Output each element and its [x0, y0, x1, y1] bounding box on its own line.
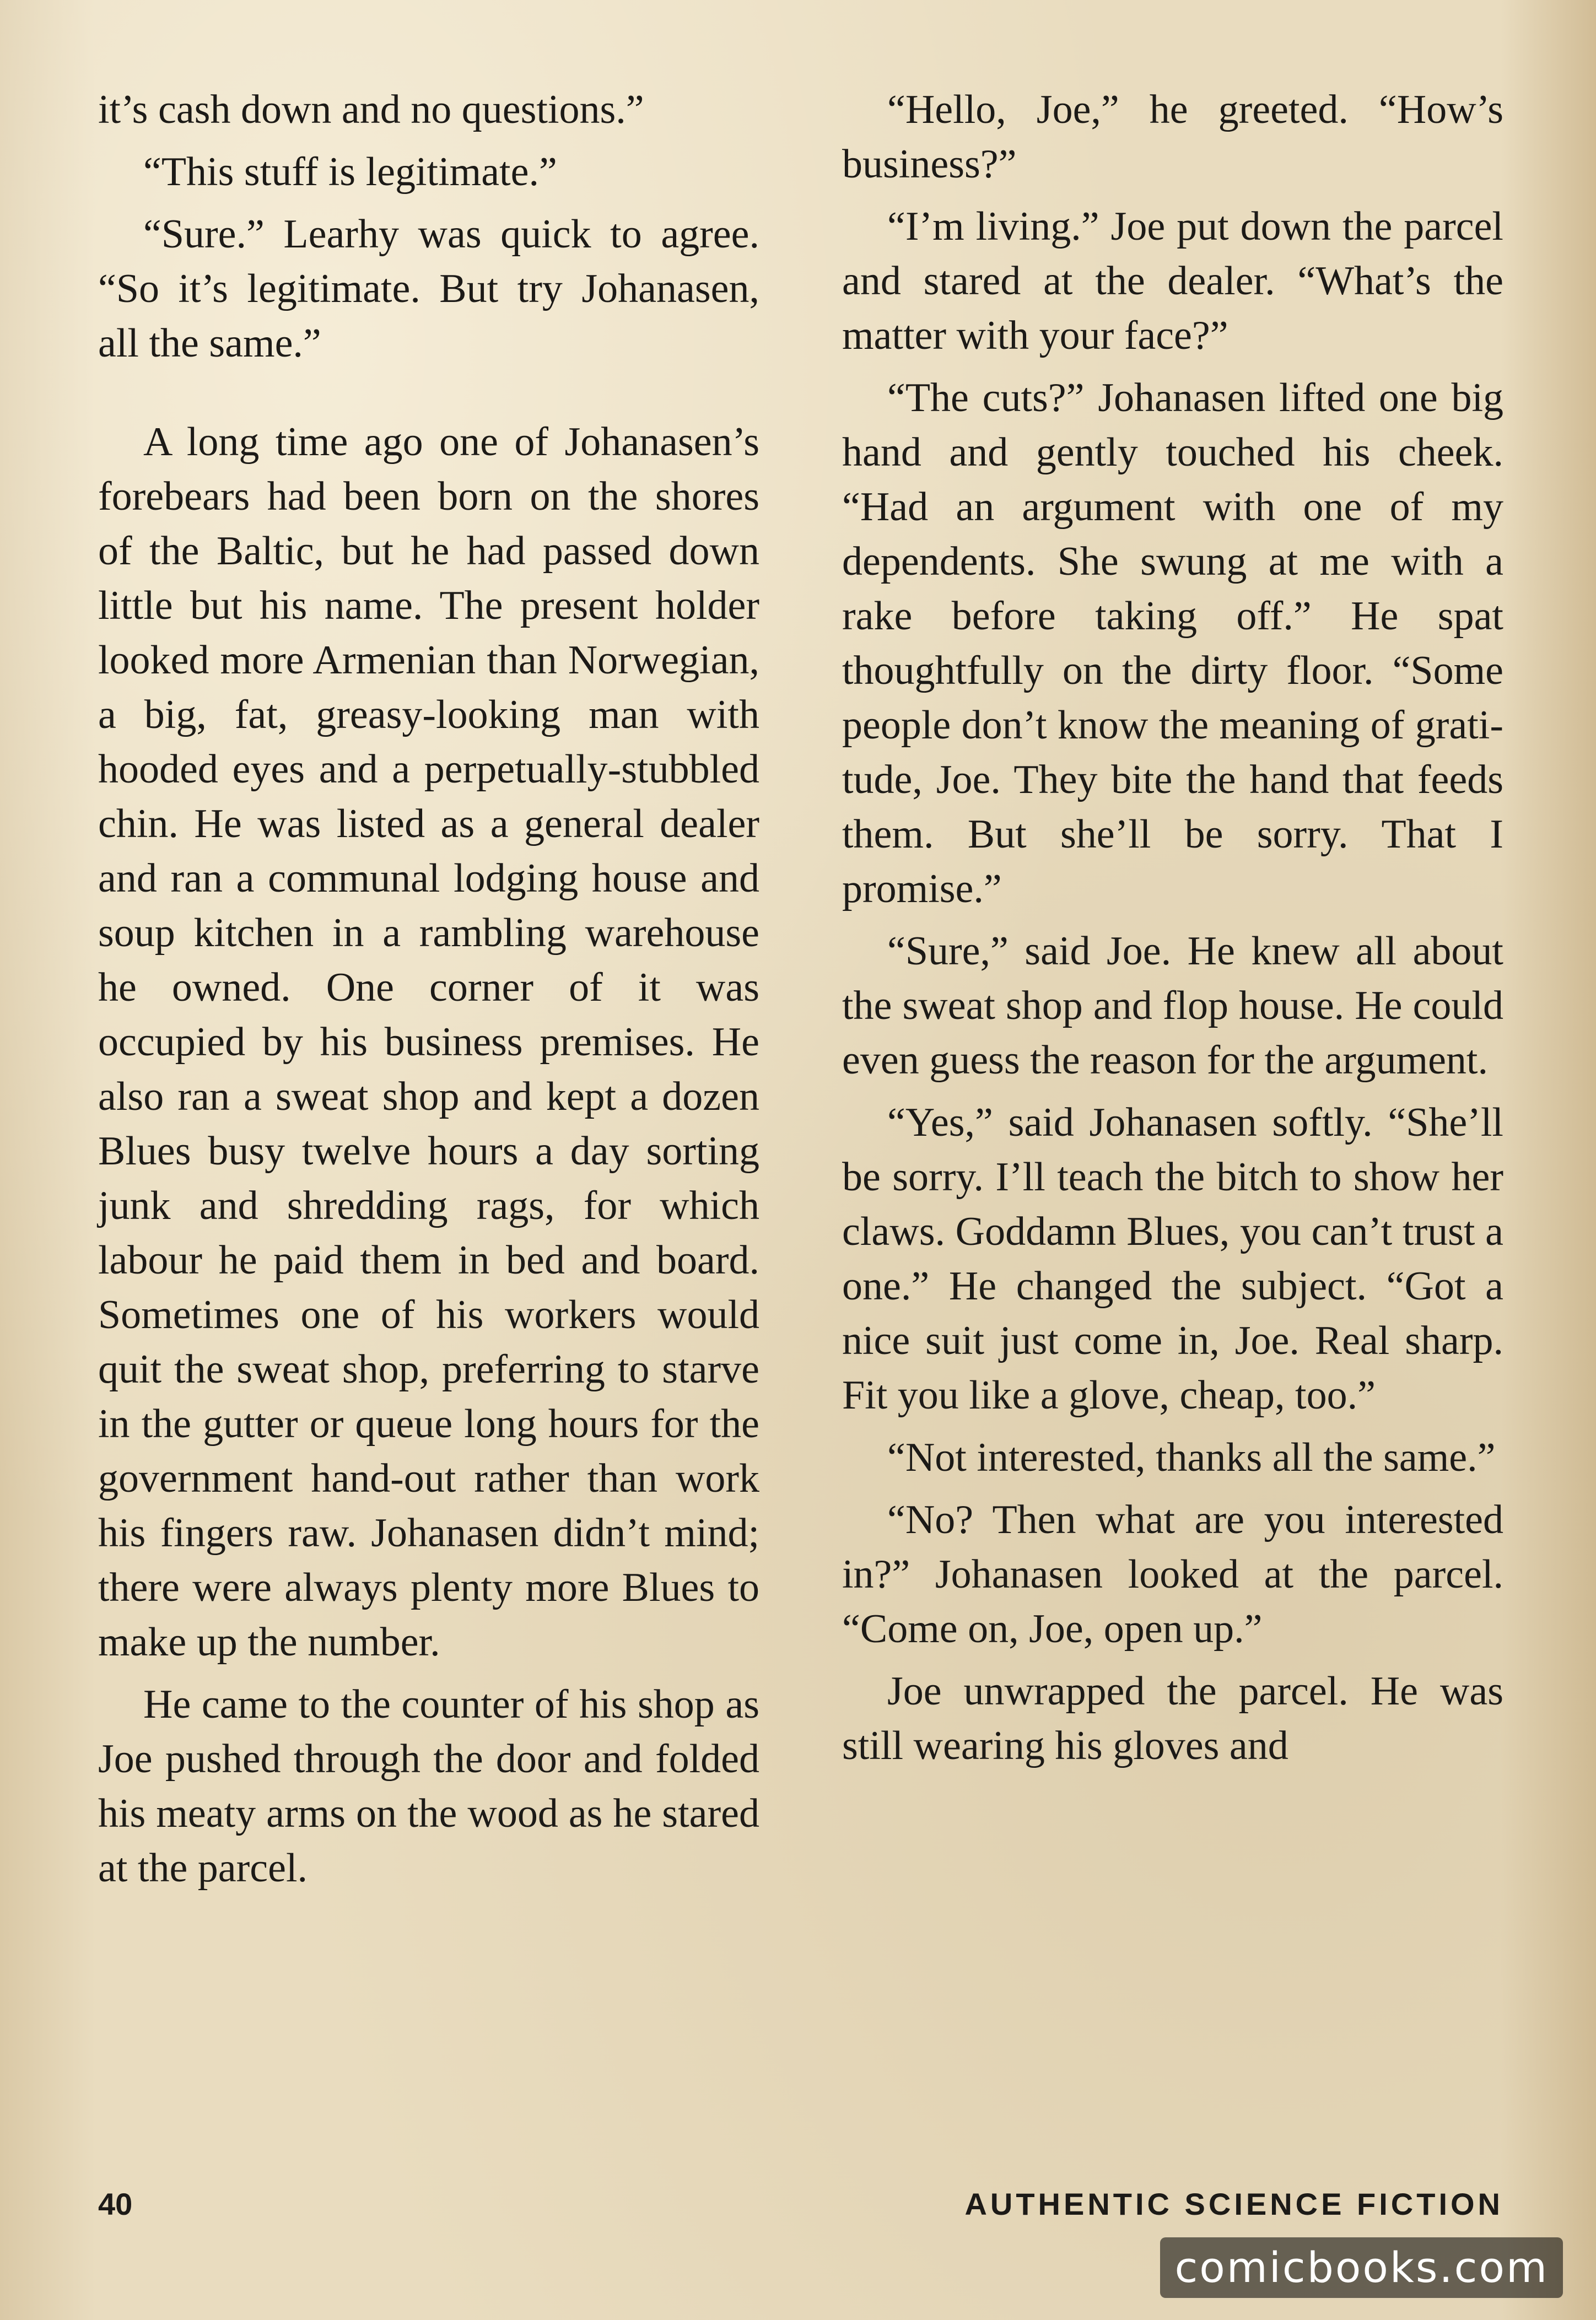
- page-footer: [98, 2182, 1503, 2226]
- paragraph: it’s cash down and no questions.”: [98, 87, 644, 132]
- paragraph: “Not interested, thanks all the same.”: [887, 1435, 1496, 1480]
- paragraph: A long time ago one of Johanasen’s forebears had been born on the shores of the Baltic, but he had passed down little but his name. The present holder looked more Armenian than Norwegian, a big, fat, greasy-looking man with hooded eyes and a perpetually-stubbled chin. He was listed as a general dealer and ran a communal lodging house and soup kitchen in a rambling warehouse he owned. One corner of it was occupied by his business premises. He also ran a sweat shop and kept a dozen Blues busy twelve hours a day sorting junk and shredding rags, for which labour he paid them in bed and board. Sometimes one of his workers would quit the sweat shop, preferring to starve in the gutter or queue long hours for the government hand-out rather than work his fingers raw. Johanasen didn’t mind; there were always plenty more Blues to make up the number.: [98, 419, 759, 1665]
- watermark: comicbooks.com: [1160, 2237, 1563, 2298]
- paragraph: “This stuff is legitimate.”: [143, 149, 557, 195]
- paragraph: “No? Then what are you interested in?” Johanasen looked at the parcel. “Come on, Joe, open up.”: [842, 1497, 1503, 1652]
- paragraph: “Yes,” said Johanasen softly. “She’ll be sorry. I’ll teach the bitch to show her claws. Goddamn Blues, you can’t trust a one.” He changed the subject. “Got a nice suit just come in, Joe. Real sharp. Fit you like a glove, cheap, too.”: [842, 1100, 1503, 1418]
- right-text-column: [842, 83, 1503, 1781]
- paragraph: “Sure,” said Joe. He knew all about the sweat shop and flop house. He could even guess the reason for the argument.: [842, 929, 1503, 1083]
- paragraph: “The cuts?” Johanasen lifted one big hand and gently touched his cheek. “Had an argument with one of my dependents. She swung at me with a rake before taking off.” He spat thoughtfully on the dirty floor. “Some people don’t know the meaning of gratitude, Joe. They bite the hand that feeds them. But she’ll be sorry. That I promise.”: [842, 375, 1503, 911]
- left-text-column: [98, 83, 759, 1903]
- paragraph: “Sure.” Learhy was quick to agree. “So it’s legitimate. But try Johanasen, all the same.”: [98, 212, 759, 366]
- paragraph: “I’m living.” Joe put down the parcel and stared at the dealer. “What’s the matter with your face?”: [842, 204, 1503, 358]
- paragraph: “Hello, Joe,” he greeted. “How’s business?”: [842, 87, 1503, 187]
- page-number: 40: [98, 2187, 133, 2221]
- magazine-title: AUTHENTIC SCIENCE FICTION: [964, 2187, 1503, 2221]
- paragraph: Joe unwrapped the parcel. He was still wearing his gloves and: [842, 1669, 1503, 1768]
- paragraph: He came to the counter of his shop as Joe pushed through the door and folded his meaty arms on the wood as he stared at the parcel.: [98, 1682, 759, 1891]
